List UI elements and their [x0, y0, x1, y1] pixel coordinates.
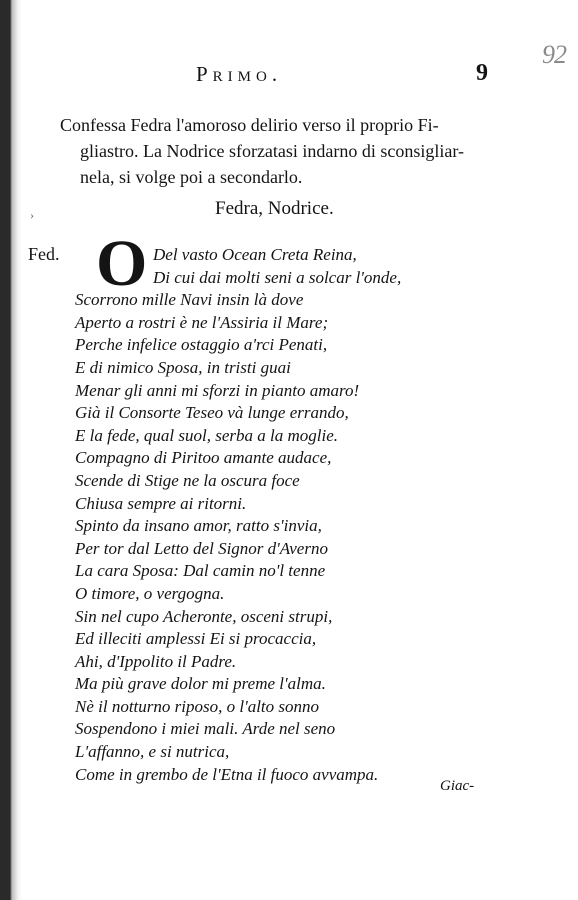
scene-argument: [60, 112, 530, 190]
verse-line: Spinto da insano amor, ratto s'invia,: [75, 516, 322, 536]
book-spine-shadow: [0, 0, 22, 900]
verse-line: Nè il notturno riposo, o l'alto sonno: [75, 696, 320, 716]
verse-line: Scende di Stige ne la oscura foce: [75, 470, 300, 490]
verse-line: Sin nel cupo Acheronte, osceni strupi,: [75, 606, 333, 626]
speaker-name: Fed.: [28, 244, 60, 264]
running-head: Primo.: [196, 62, 283, 86]
verse-line: Perche infelice ostaggio a'rci Penati,: [75, 335, 328, 355]
verse-line: Menar gli anni mi sforzi in pianto amaro!: [75, 380, 360, 400]
verse-line: O timore, o vergogna.: [75, 583, 225, 603]
drop-cap: O: [96, 227, 148, 300]
verse-line: Come in grembo de l'Etna il fuoco avvampa.: [75, 764, 379, 784]
verse-line: Ahi, d'Ippolito il Padre.: [75, 651, 237, 671]
verse-line: E di nimico Sposa, in tristi guai: [75, 357, 291, 377]
verse-block: [75, 244, 535, 786]
verse-line: Ma più grave dolor mi preme l'alma.: [75, 674, 326, 694]
catchword: Giac-: [440, 778, 475, 794]
verse-line: Del vasto Ocean Creta Reina,: [153, 245, 357, 264]
page-number: 9: [476, 60, 488, 86]
verse-line: Chiusa sempre ai ritorni.: [75, 493, 247, 513]
verse-line: E la fede, qual suol, serba a la moglie.: [75, 425, 339, 445]
handwritten-folio-number: 92: [542, 40, 566, 69]
verse-line: Scorrono mille Navi insin là dove: [75, 290, 304, 310]
verse-line: Sospendono i miei mali. Arde nel seno: [75, 719, 336, 739]
verse-line: Per tor dal Letto del Signor d'Averno: [75, 538, 328, 558]
verse-line: Aperto a rostri è ne l'Assiria il Mare;: [75, 312, 329, 332]
verse-line: Di cui dai molti seni a solcar l'onde,: [153, 267, 402, 287]
verse-line: Già il Consorte Teseo và lunge errando,: [75, 403, 349, 423]
scene-title: Fedra, Nodrice.: [215, 198, 334, 219]
verse-line: Ed illeciti amplessi Ei si procaccia,: [75, 629, 317, 649]
margin-tick-mark: ›: [30, 208, 34, 222]
argument-line: nela, si volge poi a secondarlo.: [80, 167, 303, 187]
verse-line: La cara Sposa: Dal camin no'l tenne: [75, 561, 326, 581]
argument-line: Confessa Fedra l'amoroso delirio verso il proprio Fi-: [60, 115, 439, 135]
argument-line: gliastro. La Nodrice sforzatasi indarno di sconsigliar-: [80, 141, 465, 161]
verse-line: L'affanno, e si nutrica,: [75, 742, 230, 762]
verse-line: Compagno di Piritoo amante audace,: [75, 448, 332, 468]
